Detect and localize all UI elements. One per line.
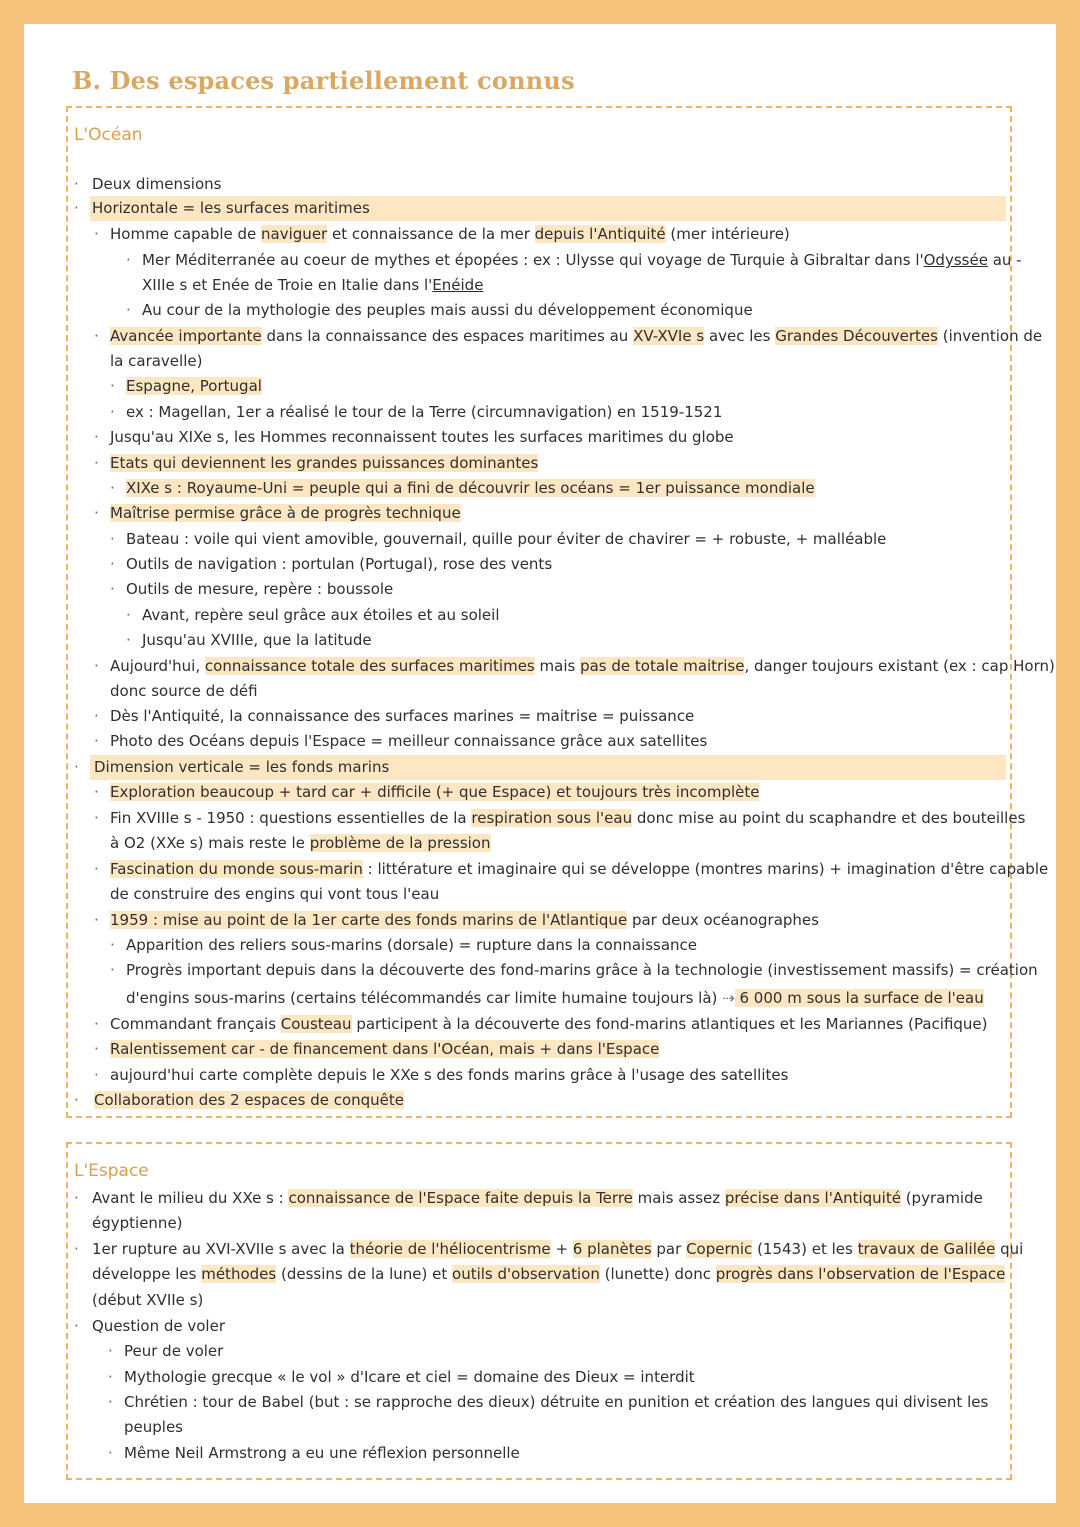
bullet: · <box>74 758 79 776</box>
note-line: Jusqu'au XIXe s, les Hommes reconnaissent toutes les surfaces maritimes du globe <box>110 428 734 446</box>
bullet: · <box>94 911 99 929</box>
bullet: · <box>126 631 131 649</box>
bullet: · <box>110 555 115 573</box>
note-line: Collaboration des 2 espaces de conquête <box>94 1091 405 1109</box>
bullet: · <box>94 225 99 243</box>
bullet: · <box>94 454 99 472</box>
note-line: Bateau : voile qui vient amovible, gouvernail, quille pour éviter de chavirer = + robuste, + malléable <box>126 530 887 548</box>
bullet: · <box>126 606 131 624</box>
espace-box <box>66 1142 1024 1480</box>
note-line: Même Neil Armstrong a eu une réflexion personnelle <box>124 1444 520 1462</box>
note-line: Mer Méditerranée au coeur de mythes et épopées : ex : Ulysse qui voyage de Turquie à Gibraltar dans l'Odyssée au - <box>142 251 1022 269</box>
bullet: · <box>108 1393 113 1411</box>
note-line: à O2 (XXe s) mais reste le problème de la pression <box>110 834 491 852</box>
bullet: · <box>94 1066 99 1084</box>
note-line: développe les méthodes (dessins de la lune) et outils d'observation (lunette) donc progrès dans l'observation de l'Espace <box>92 1265 1006 1283</box>
note-line: Etats qui deviennent les grandes puissances dominantes <box>110 454 539 472</box>
note-line: Avant le milieu du XXe s : connaissance de l'Espace faite depuis la Terre mais assez précise dans l'Antiquité (pyramide <box>92 1189 983 1207</box>
ocean-title: L'Océan <box>74 125 143 145</box>
note-line: Deux dimensions <box>92 175 222 193</box>
note-line: Espagne, Portugal <box>126 377 262 395</box>
bullet: · <box>110 580 115 598</box>
note-line: peuples <box>124 1418 183 1436</box>
bullet: · <box>110 403 115 421</box>
note-line: 1er rupture au XVI-XVIIe s avec la théorie de l'héliocentrisme + 6 planètes par Copernic (1543) et les travaux de Galilée qui <box>92 1240 1024 1258</box>
note-line: Exploration beaucoup + tard car + difficile (+ que Espace) et toujours très incomplète <box>110 783 760 801</box>
bullet: · <box>74 1091 79 1109</box>
note-line: Progrès important depuis dans la découverte des fond-marins grâce à la technologie (investissement massifs) = création <box>126 961 1038 979</box>
note-line: Horizontale = les surfaces maritimes <box>92 199 370 217</box>
bullet: · <box>74 1317 79 1335</box>
note-line: Dès l'Antiquité, la connaissance des surfaces marines = maitrise = puissance <box>110 707 695 725</box>
note-line: Apparition des reliers sous-marins (dorsale) = rupture dans la connaissance <box>126 936 698 954</box>
note-line: Au cour de la mythologie des peuples mais aussi du développement économique <box>142 301 753 319</box>
note-line: Fascination du monde sous-marin : littérature et imaginaire qui se développe (montres marins) + imagination d'être capable <box>110 860 1049 878</box>
note-line: (début XVIIe s) <box>92 1291 204 1309</box>
note-line: Photo des Océans depuis l'Espace = meilleur connaissance grâce aux satellites <box>110 732 708 750</box>
espace-title: L'Espace <box>74 1161 149 1181</box>
note-line: Commandant français Cousteau participent à la découverte des fond-marins atlantiques et les Mariannes (Pacifique) <box>110 1015 988 1033</box>
bullet: · <box>94 327 99 345</box>
dotted-arrow-icon: ⇢ <box>722 989 735 1007</box>
note-line: Chrétien : tour de Babel (but : se rapproche des dieux) détruite en punition et création des langues qui divisent les <box>124 1393 989 1411</box>
bullet: · <box>94 1040 99 1058</box>
note-line: Dimension verticale = les fonds marins <box>94 758 390 776</box>
note-line: Aujourd'hui, connaissance totale des surfaces maritimes mais pas de totale maitrise, danger toujours existant (ex : cap Horn) <box>110 657 1055 675</box>
note-line: Peur de voler <box>124 1342 224 1360</box>
bullet: · <box>126 251 131 269</box>
ocean-box <box>66 106 1055 1118</box>
bullet: · <box>110 479 115 497</box>
bullet: · <box>110 530 115 548</box>
note-line: Question de voler <box>92 1317 225 1335</box>
note-line: Jusqu'au XVIIIe, que la latitude <box>142 631 372 649</box>
note-line: Avant, repère seul grâce aux étoiles et au soleil <box>142 606 500 624</box>
note-line: la caravelle) <box>110 352 203 370</box>
bullet: · <box>110 377 115 395</box>
note-line: ex : Magellan, 1er a réalisé le tour de la Terre (circumnavigation) en 1519-1521 <box>126 403 723 421</box>
page <box>24 24 1056 1503</box>
note-line: XIIIe s et Enée de Troie en Italie dans l'Enéide <box>142 276 484 294</box>
note-line: Homme capable de naviguer et connaissance de la mer depuis l'Antiquité (mer intérieure) <box>110 225 790 243</box>
bullet: · <box>108 1342 113 1360</box>
note-line: d'engins sous-marins (certains télécommandés car limite humaine toujours là) ⇢ 6 000 m sous la surface de l'eau <box>126 989 984 1007</box>
bullet: · <box>94 504 99 522</box>
note-line: Ralentissement car - de financement dans l'Océan, mais + dans l'Espace <box>110 1040 660 1058</box>
note-line: Outils de mesure, repère : boussole <box>126 580 394 598</box>
bullet: · <box>94 428 99 446</box>
note-line: Mythologie grecque « le vol » d'Icare et ciel = domaine des Dieux = interdit <box>124 1368 695 1386</box>
note-line: de construire des engins qui vont tous l'eau <box>110 885 440 903</box>
note-line: Fin XVIIIe s - 1950 : questions essentielles de la respiration sous l'eau donc mise au point du scaphandre et des bouteilles <box>110 809 1026 827</box>
bullet: · <box>110 936 115 954</box>
bullet: · <box>74 1240 79 1258</box>
bullet: · <box>74 199 79 217</box>
bullet: · <box>94 860 99 878</box>
note-line: Outils de navigation : portulan (Portugal), rose des vents <box>126 555 553 573</box>
bullet: · <box>74 1189 79 1207</box>
bullet: · <box>126 301 131 319</box>
note-line: XIXe s : Royaume-Uni = peuple qui a fini de découvrir les océans = 1er puissance mondiale <box>126 479 815 497</box>
note-line: Maîtrise permise grâce à de progrès technique <box>110 504 461 522</box>
bullet: · <box>94 809 99 827</box>
section-title: B. Des espaces partiellement connus <box>72 66 575 95</box>
bullet: · <box>94 657 99 675</box>
bullet: · <box>94 707 99 725</box>
bullet: · <box>108 1444 113 1462</box>
note-line: donc source de défi <box>110 682 258 700</box>
note-line: Avancée importante dans la connaissance des espaces maritimes au XV-XVIe s avec les Grandes Découvertes (invention de <box>110 327 1043 345</box>
bullet: · <box>108 1368 113 1386</box>
note-line: aujourd'hui carte complète depuis le XXe s des fonds marins grâce à l'usage des satellites <box>110 1066 789 1084</box>
bullet: · <box>110 961 115 979</box>
note-line: égyptienne) <box>92 1214 183 1232</box>
note-line: 1959 : mise au point de la 1er carte des fonds marins de l'Atlantique par deux océanographes <box>110 911 819 929</box>
bullet: · <box>74 175 79 193</box>
bullet: · <box>94 783 99 801</box>
bullet: · <box>94 1015 99 1033</box>
bullet: · <box>94 732 99 750</box>
